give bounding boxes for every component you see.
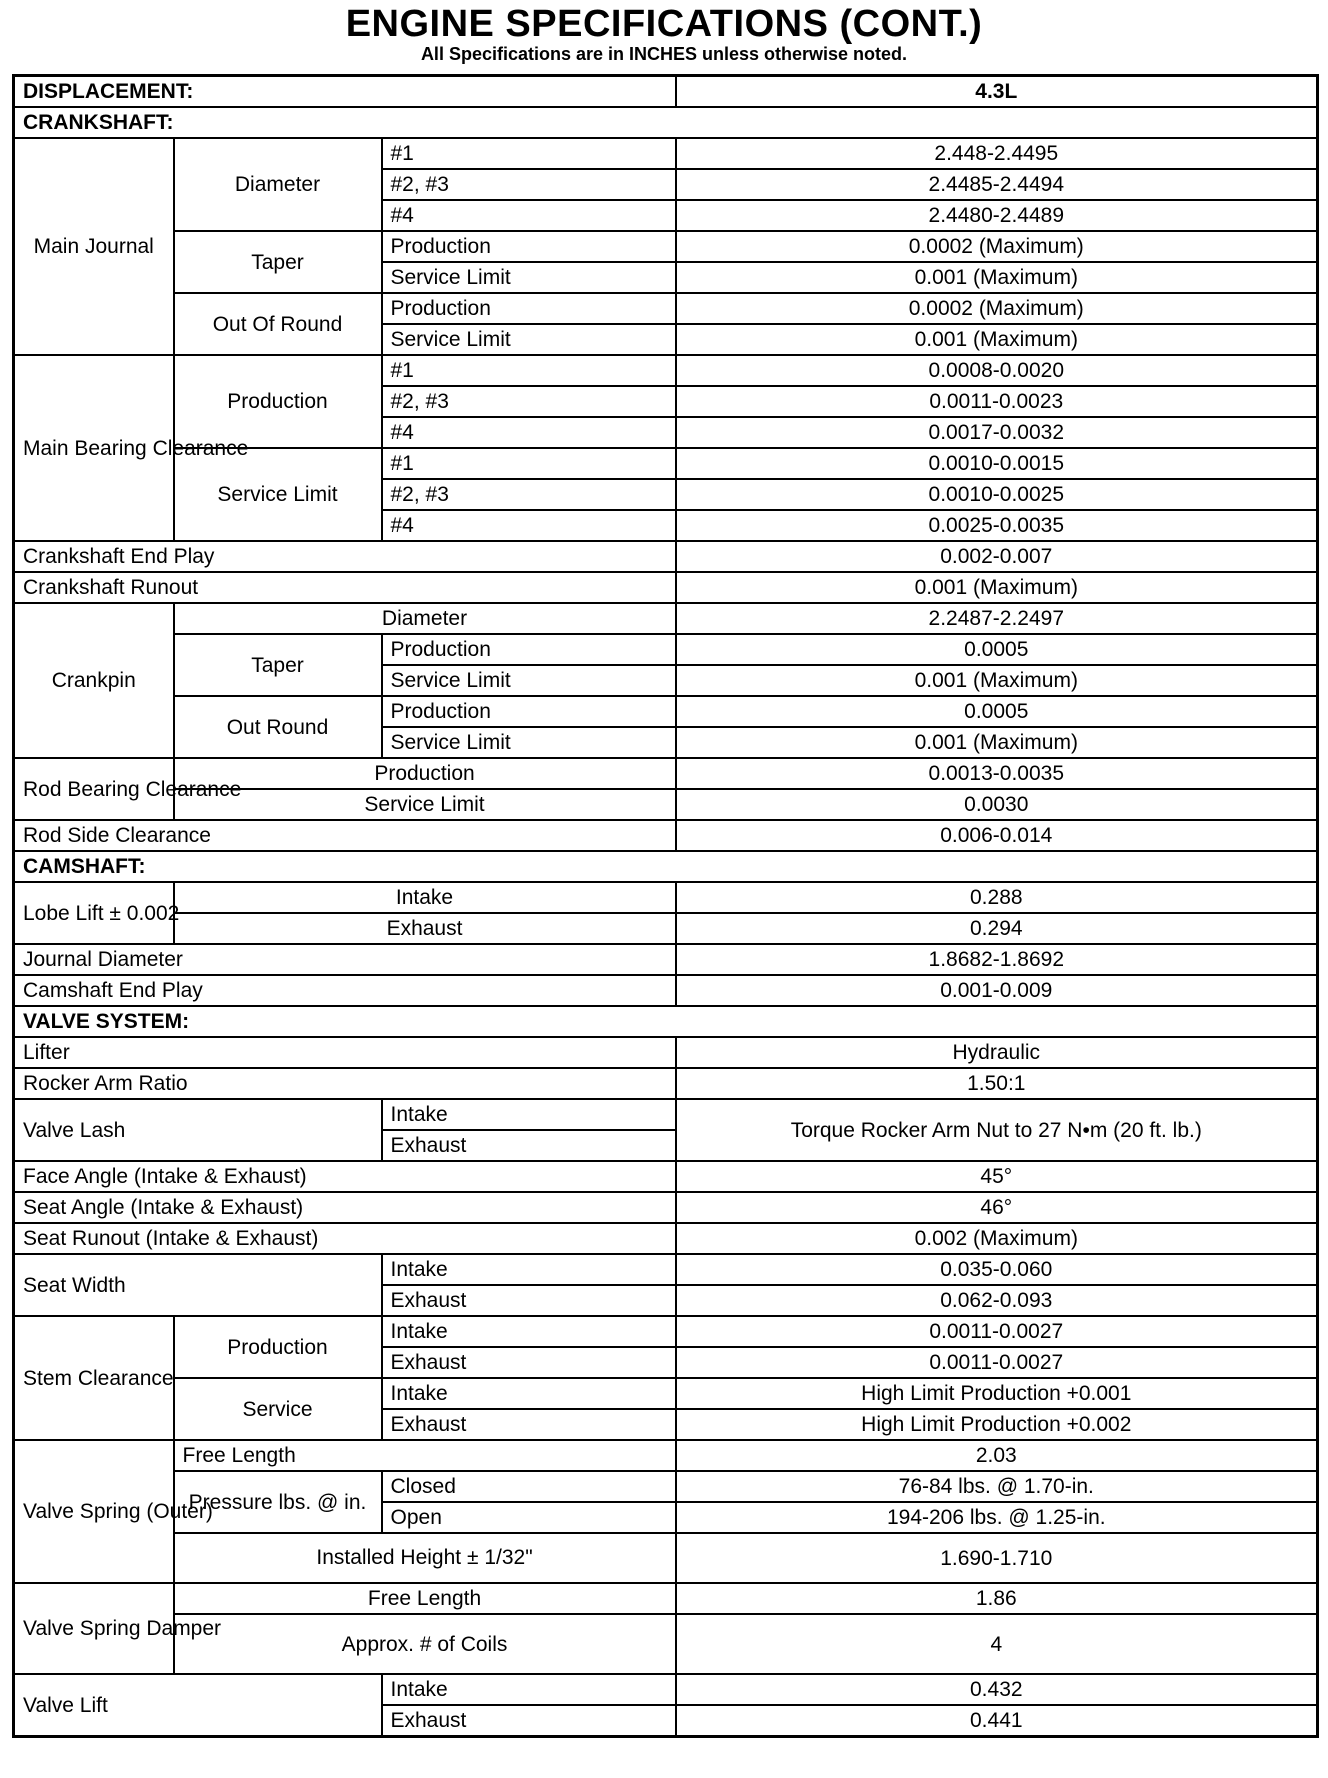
spec-value: 0.0011-0.0027 [676,1316,1318,1347]
spec-sub: Open [382,1502,676,1533]
valve-lift-label: Valve Lift [14,1674,382,1737]
spec-sub: #4 [382,510,676,541]
spec-label: Journal Diameter [14,944,676,975]
spec-label: Crankshaft End Play [14,541,676,572]
spec-value: 0.0002 (Maximum) [676,231,1318,262]
table-row [14,1223,1318,1254]
stem-clearance-label: Stem Clearance [14,1316,174,1440]
table-row [14,882,1318,913]
spec-sub: Service Limit [174,789,676,820]
page-title: ENGINE SPECIFICATIONS (CONT.) [345,3,983,45]
table-row [14,138,1318,169]
spec-sub: #2, #3 [382,386,676,417]
spec-sub: Exhaust [382,1347,676,1378]
crankpin-taper-label: Taper [174,634,382,696]
spec-sub: #4 [382,200,676,231]
spec-sub: #1 [382,138,676,169]
table-row [14,603,1318,634]
spec-value: 0.062-0.093 [676,1285,1318,1316]
stem-production-label: Production [174,1316,382,1378]
spec-value: 0.0017-0.0032 [676,417,1318,448]
displacement-value: 4.3L [676,76,1318,108]
table-row [14,293,1318,324]
spec-sub: Intake [382,1316,676,1347]
spec-sub: Exhaust [382,1409,676,1440]
spec-label: Camshaft End Play [14,975,676,1006]
spec-sub: #1 [382,355,676,386]
table-row [14,1378,1318,1409]
crankpin-out-round-label: Out Round [174,696,382,758]
spec-value: 2.2487-2.2497 [676,603,1318,634]
spec-label: Seat Runout (Intake & Exhaust) [14,1223,676,1254]
table-row [14,820,1318,851]
table-row [14,1674,1318,1705]
spec-sub: Exhaust [382,1130,676,1161]
spec-label: Seat Angle (Intake & Exhaust) [14,1192,676,1223]
spec-value: 0.0011-0.0027 [676,1347,1318,1378]
table-row [14,231,1318,262]
spec-value: 0.0005 [676,634,1318,665]
main-bearing-label: Main Bearing Clearance [14,355,174,541]
spec-label: Free Length [174,1583,676,1614]
spec-value: 45° [676,1161,1318,1192]
spec-value: 0.0002 (Maximum) [676,293,1318,324]
section-header-valve-system: VALVE SYSTEM: [14,1006,1318,1037]
spec-value: 2.448-2.4495 [676,138,1318,169]
main-journal-taper-label: Taper [174,231,382,293]
section-header-camshaft: CAMSHAFT: [14,851,1318,882]
spec-sub: Production [382,293,676,324]
table-row [14,944,1318,975]
engine-spec-table [12,74,1319,1738]
table-row [14,76,1318,108]
spec-value: 0.002-0.007 [676,541,1318,572]
spec-sub: Production [382,231,676,262]
spec-value: 0.035-0.060 [676,1254,1318,1285]
spec-value: 194-206 lbs. @ 1.25-in. [676,1502,1318,1533]
spec-value: 0.0005 [676,696,1318,727]
spec-sub: Closed [382,1471,676,1502]
spec-value: 0.002 (Maximum) [676,1223,1318,1254]
spec-sub: Intake [382,1254,676,1285]
spec-value: 0.001 (Maximum) [676,727,1318,758]
main-journal-out-of-round-label: Out Of Round [174,293,382,355]
spec-label: Crankshaft Runout [14,572,676,603]
spec-value: 1.8682-1.8692 [676,944,1318,975]
spec-value: 0.006-0.014 [676,820,1318,851]
valve-lash-value: Torque Rocker Arm Nut to 27 N•m (20 ft. lb.) [676,1099,1318,1161]
spec-label: Face Angle (Intake & Exhaust) [14,1161,676,1192]
spec-value: 4 [676,1614,1318,1674]
spec-value: 0.0008-0.0020 [676,355,1318,386]
table-row [14,1471,1318,1502]
table-row [14,1037,1318,1068]
valve-lash-label: Valve Lash [14,1099,382,1161]
spec-value: 0.001 (Maximum) [676,262,1318,293]
spec-value: 2.4480-2.4489 [676,200,1318,231]
stem-service-label: Service [174,1378,382,1440]
spec-sub: Intake [174,882,676,913]
main-bearing-production-label: Production [174,355,382,448]
spec-value: High Limit Production +0.001 [676,1378,1318,1409]
spec-sub: Service Limit [382,665,676,696]
table-row [14,1254,1318,1285]
installed-height-label: Installed Height ± 1/32" [174,1533,676,1583]
rod-bearing-label: Rod Bearing Clearance [14,758,174,820]
page-subtitle: All Specifications are in INCHES unless otherwise noted. [420,44,908,64]
spec-value: 1.86 [676,1583,1318,1614]
main-journal-label: Main Journal [14,138,174,355]
spec-sub: Exhaust [174,913,676,944]
lobe-lift-label: Lobe Lift ± 0.002 [14,882,174,944]
spec-label: Lifter [14,1037,676,1068]
crankpin-diameter-label: Diameter [174,603,676,634]
table-row [14,758,1318,789]
table-row [14,975,1318,1006]
spec-value: 1.50:1 [676,1068,1318,1099]
table-row [14,634,1318,665]
spec-sub: Intake [382,1674,676,1705]
spec-sub: Service Limit [382,727,676,758]
spec-value: 0.001-0.009 [676,975,1318,1006]
spec-value: 2.4485-2.4494 [676,169,1318,200]
table-row [14,1099,1318,1130]
table-row [14,1068,1318,1099]
spec-sub: Service Limit [382,324,676,355]
valve-spring-outer-label: Valve Spring (Outer) [14,1440,174,1583]
spec-label: Free Length [174,1440,676,1471]
spec-value: 0.0011-0.0023 [676,386,1318,417]
spec-value: 0.294 [676,913,1318,944]
spec-sub: #2, #3 [382,169,676,200]
spec-value: 2.03 [676,1440,1318,1471]
table-row [14,1440,1318,1471]
displacement-label: DISPLACEMENT: [14,76,676,108]
spec-sub: #1 [382,448,676,479]
spec-value: 0.432 [676,1674,1318,1705]
spec-sub: Production [382,634,676,665]
spec-sub: Production [174,758,676,789]
spec-value: 0.001 (Maximum) [676,324,1318,355]
table-row [14,572,1318,603]
table-row [14,1583,1318,1614]
spec-label: Rod Side Clearance [14,820,676,851]
spec-sub: Exhaust [382,1285,676,1316]
spec-sub: #4 [382,417,676,448]
table-row [14,541,1318,572]
seat-width-label: Seat Width [14,1254,382,1316]
spec-value: 0.0010-0.0015 [676,448,1318,479]
table-row [14,1161,1318,1192]
spec-value: Hydraulic [676,1037,1318,1068]
table-row [14,913,1318,944]
table-row [14,696,1318,727]
spec-sub: Intake [382,1099,676,1130]
spec-value: 0.001 (Maximum) [676,572,1318,603]
table-row [14,1533,1318,1583]
spec-sub: Production [382,696,676,727]
main-journal-diameter-label: Diameter [174,138,382,231]
section-header-crankshaft: CRANKSHAFT: [14,107,1318,138]
spec-value: 0.001 (Maximum) [676,665,1318,696]
table-row [14,1316,1318,1347]
spec-sub: Intake [382,1378,676,1409]
main-bearing-service-label: Service Limit [174,448,382,541]
spec-sub: Exhaust [382,1705,676,1737]
table-row [14,355,1318,386]
table-row [14,107,1318,138]
spec-sub: Service Limit [382,262,676,293]
spring-pressure-label: Pressure lbs. @ in. [174,1471,382,1533]
spec-value: 0.0030 [676,789,1318,820]
spec-value: 46° [676,1192,1318,1223]
spec-value: 0.0013-0.0035 [676,758,1318,789]
table-row [14,1192,1318,1223]
table-row [14,1006,1318,1037]
spec-sub: #2, #3 [382,479,676,510]
spec-value: High Limit Production +0.002 [676,1409,1318,1440]
spec-value: 0.0010-0.0025 [676,479,1318,510]
table-row [14,851,1318,882]
valve-spring-damper-label: Valve Spring Damper [14,1583,174,1674]
spec-value: 0.288 [676,882,1318,913]
spec-label: Rocker Arm Ratio [14,1068,676,1099]
spec-label: Approx. # of Coils [174,1614,676,1674]
spec-value: 1.690-1.710 [676,1533,1318,1583]
spec-value: 0.0025-0.0035 [676,510,1318,541]
spec-value: 76-84 lbs. @ 1.70-in. [676,1471,1318,1502]
crankpin-label: Crankpin [14,603,174,758]
spec-value: 0.441 [676,1705,1318,1737]
